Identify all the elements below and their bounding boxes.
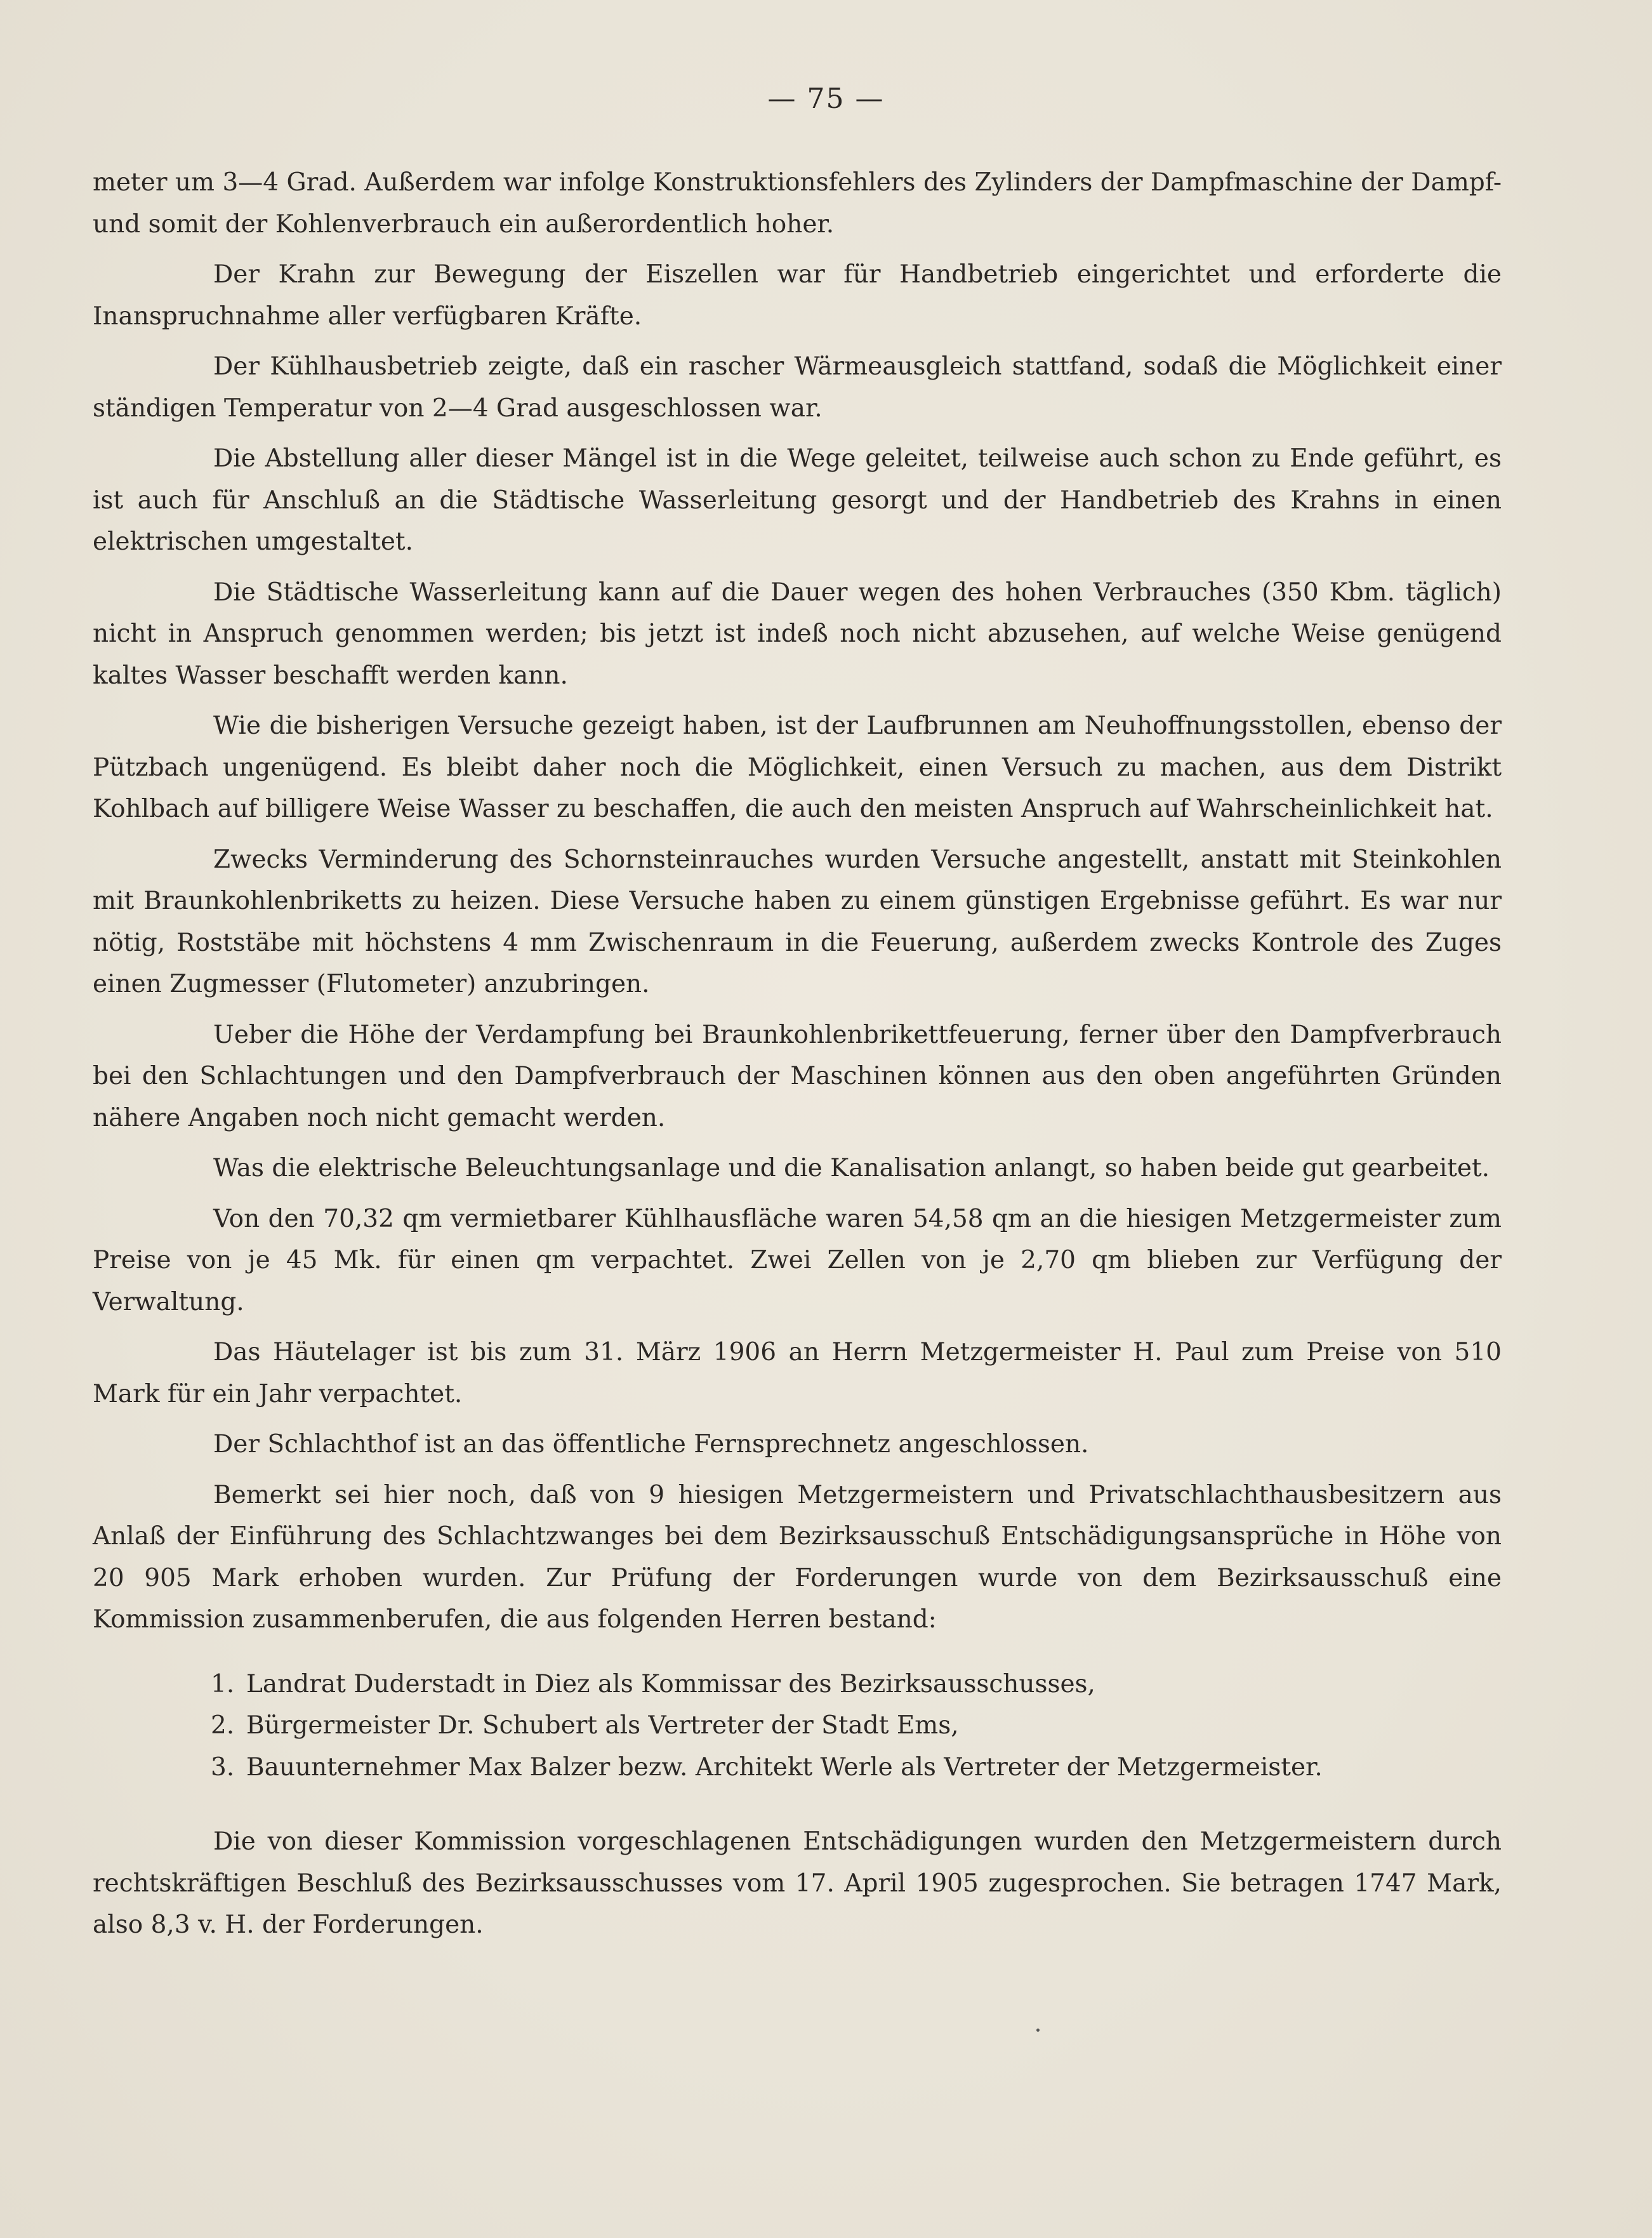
paragraph-10: Von den 70,32 qm vermietbarer Kühlhausfläche waren 54,58 qm an die hiesigen Metzgermeister zum Preise von je 45 Mk. für einen qm verpachtet. Zwei Zellen von je 2,70 qm blieben zur Verfügung der Verwaltung. (93, 1204, 1502, 1316)
paragraph-12: Der Schlachthof ist an das öffentliche Fernsprechnetz angeschlossen. (213, 1430, 1089, 1459)
list-item-number: 2. (211, 1711, 235, 1740)
paragraph-6: Wie die bisherigen Versuche gezeigt haben, ist der Laufbrunnen am Neuhoffnungsstollen, ebenso der Pützbach ungenügend. Es bleibt daher noch die Möglichkeit, einen Versuch zu machen, aus dem Distrikt Kohlbach auf billigere Weise Wasser zu beschaffen, die auch den meisten Anspruch auf Wahrscheinlichkeit hat. (93, 712, 1502, 823)
paragraph-9: Was die elektrische Beleuchtungsanlage und die Kanalisation anlangt, so haben beide gut gearbeitet. (213, 1154, 1490, 1182)
paragraph-5: Die Städtische Wasserleitung kann auf die Dauer wegen des hohen Verbrauches (350 Kbm. täglich) nicht in Anspruch genommen werden; bis jetzt ist indeß noch nicht abzusehen, auf welche Weise genügend kaltes Wasser beschafft werden kann. (93, 578, 1502, 690)
paragraph-11: Das Häutelager ist bis zum 31. März 1906 an Herrn Metzgermeister H. Paul zum Preise von 510 Mark für ein Jahr verpachtet. (93, 1338, 1502, 1408)
list-item-text: Bauunternehmer Max Balzer bezw. Architekt Werle als Vertreter der Metzgermeister. (246, 1752, 1323, 1782)
list-item-number: 3. (211, 1752, 235, 1782)
page-number: — 75 — (767, 83, 885, 115)
list-item-text: Bürgermeister Dr. Schubert als Vertreter der Stadt Ems, (246, 1711, 959, 1740)
paragraph-1: meter um 3—4 Grad. Außerdem war infolge Konstruktionsfehlers des Zylinders der Dampfmaschine der Dampf- und somit der Kohlenverbrauch ein außerordentlich hoher. (93, 168, 1502, 239)
paragraph-4: Die Abstellung aller dieser Mängel ist in die Wege geleitet, teilweise auch schon zu Ende geführt, es ist auch für Anschluß an die Städtische Wasserleitung gesorgt und der Handbetrieb des Krahns in einen elektrischen umgestaltet. (93, 444, 1502, 556)
ink-speck (1036, 2029, 1040, 2032)
paragraph-2: Der Krahn zur Bewegung der Eiszellen war für Handbetrieb eingerichtet und erforderte die Inanspruchnahme aller verfügbaren Kräfte. (93, 260, 1502, 331)
paragraph-7: Zwecks Verminderung des Schornsteinrauches wurden Versuche angestellt, anstatt mit Steinkohlen mit Braunkohlenbriketts zu heizen. Diese Versuche haben zu einem günstigen Ergebnisse geführt. Es war nur nötig, Roststäbe mit höchstens 4 mm Zwischenraum in die Feuerung, außerdem zwecks Kontrole des Zuges einen Zugmesser (Flutometer) anzubringen. (93, 845, 1502, 998)
list-item (93, 1664, 1502, 1705)
paragraph-8: Ueber die Höhe der Verdampfung bei Braunkohlenbrikettfeuerung, ferner über den Dampfverbrauch bei den Schlachtungen und den Dampfverbrauch der Maschinen können aus den oben angeführten Gründen nähere Angaben noch nicht gemacht werden. (93, 1020, 1502, 1132)
body-text (93, 162, 1502, 1955)
paragraph-13: Bemerkt sei hier noch, daß von 9 hiesigen Metzgermeistern und Privatschlachthausbesitzern aus Anlaß der Einführung des Schlachtzwanges bei dem Bezirksausschuß Entschädigungsansprüche in Höhe von 20 905 Mark erhoben wurden. Zur Prüfung der Forderungen wurde von dem Bezirksausschuß eine Kommission zusammenberufen, die aus folgenden Herren bestand: (93, 1480, 1502, 1634)
closing-paragraph: Die von dieser Kommission vorgeschlagenen Entschädigungen wurden den Metzgermeistern durch rechtskräftigen Beschluß des Bezirksausschusses vom 17. April 1905 zugesprochen. Sie betragen 1747 Mark, also 8,3 v. H. der Forderungen. (93, 1827, 1502, 1939)
commission-list (93, 1664, 1502, 1789)
paragraph-3: Der Kühlhausbetrieb zeigte, daß ein rascher Wärmeausgleich stattfand, sodaß die Möglichkeit einer ständigen Temperatur von 2—4 Grad ausgeschlossen war. (93, 352, 1502, 423)
list-item (93, 1747, 1502, 1789)
list-item-text: Landrat Duderstadt in Diez als Kommissar des Bezirksausschusses, (246, 1669, 1095, 1698)
list-item-number: 1. (211, 1669, 235, 1698)
list-item (93, 1705, 1502, 1747)
